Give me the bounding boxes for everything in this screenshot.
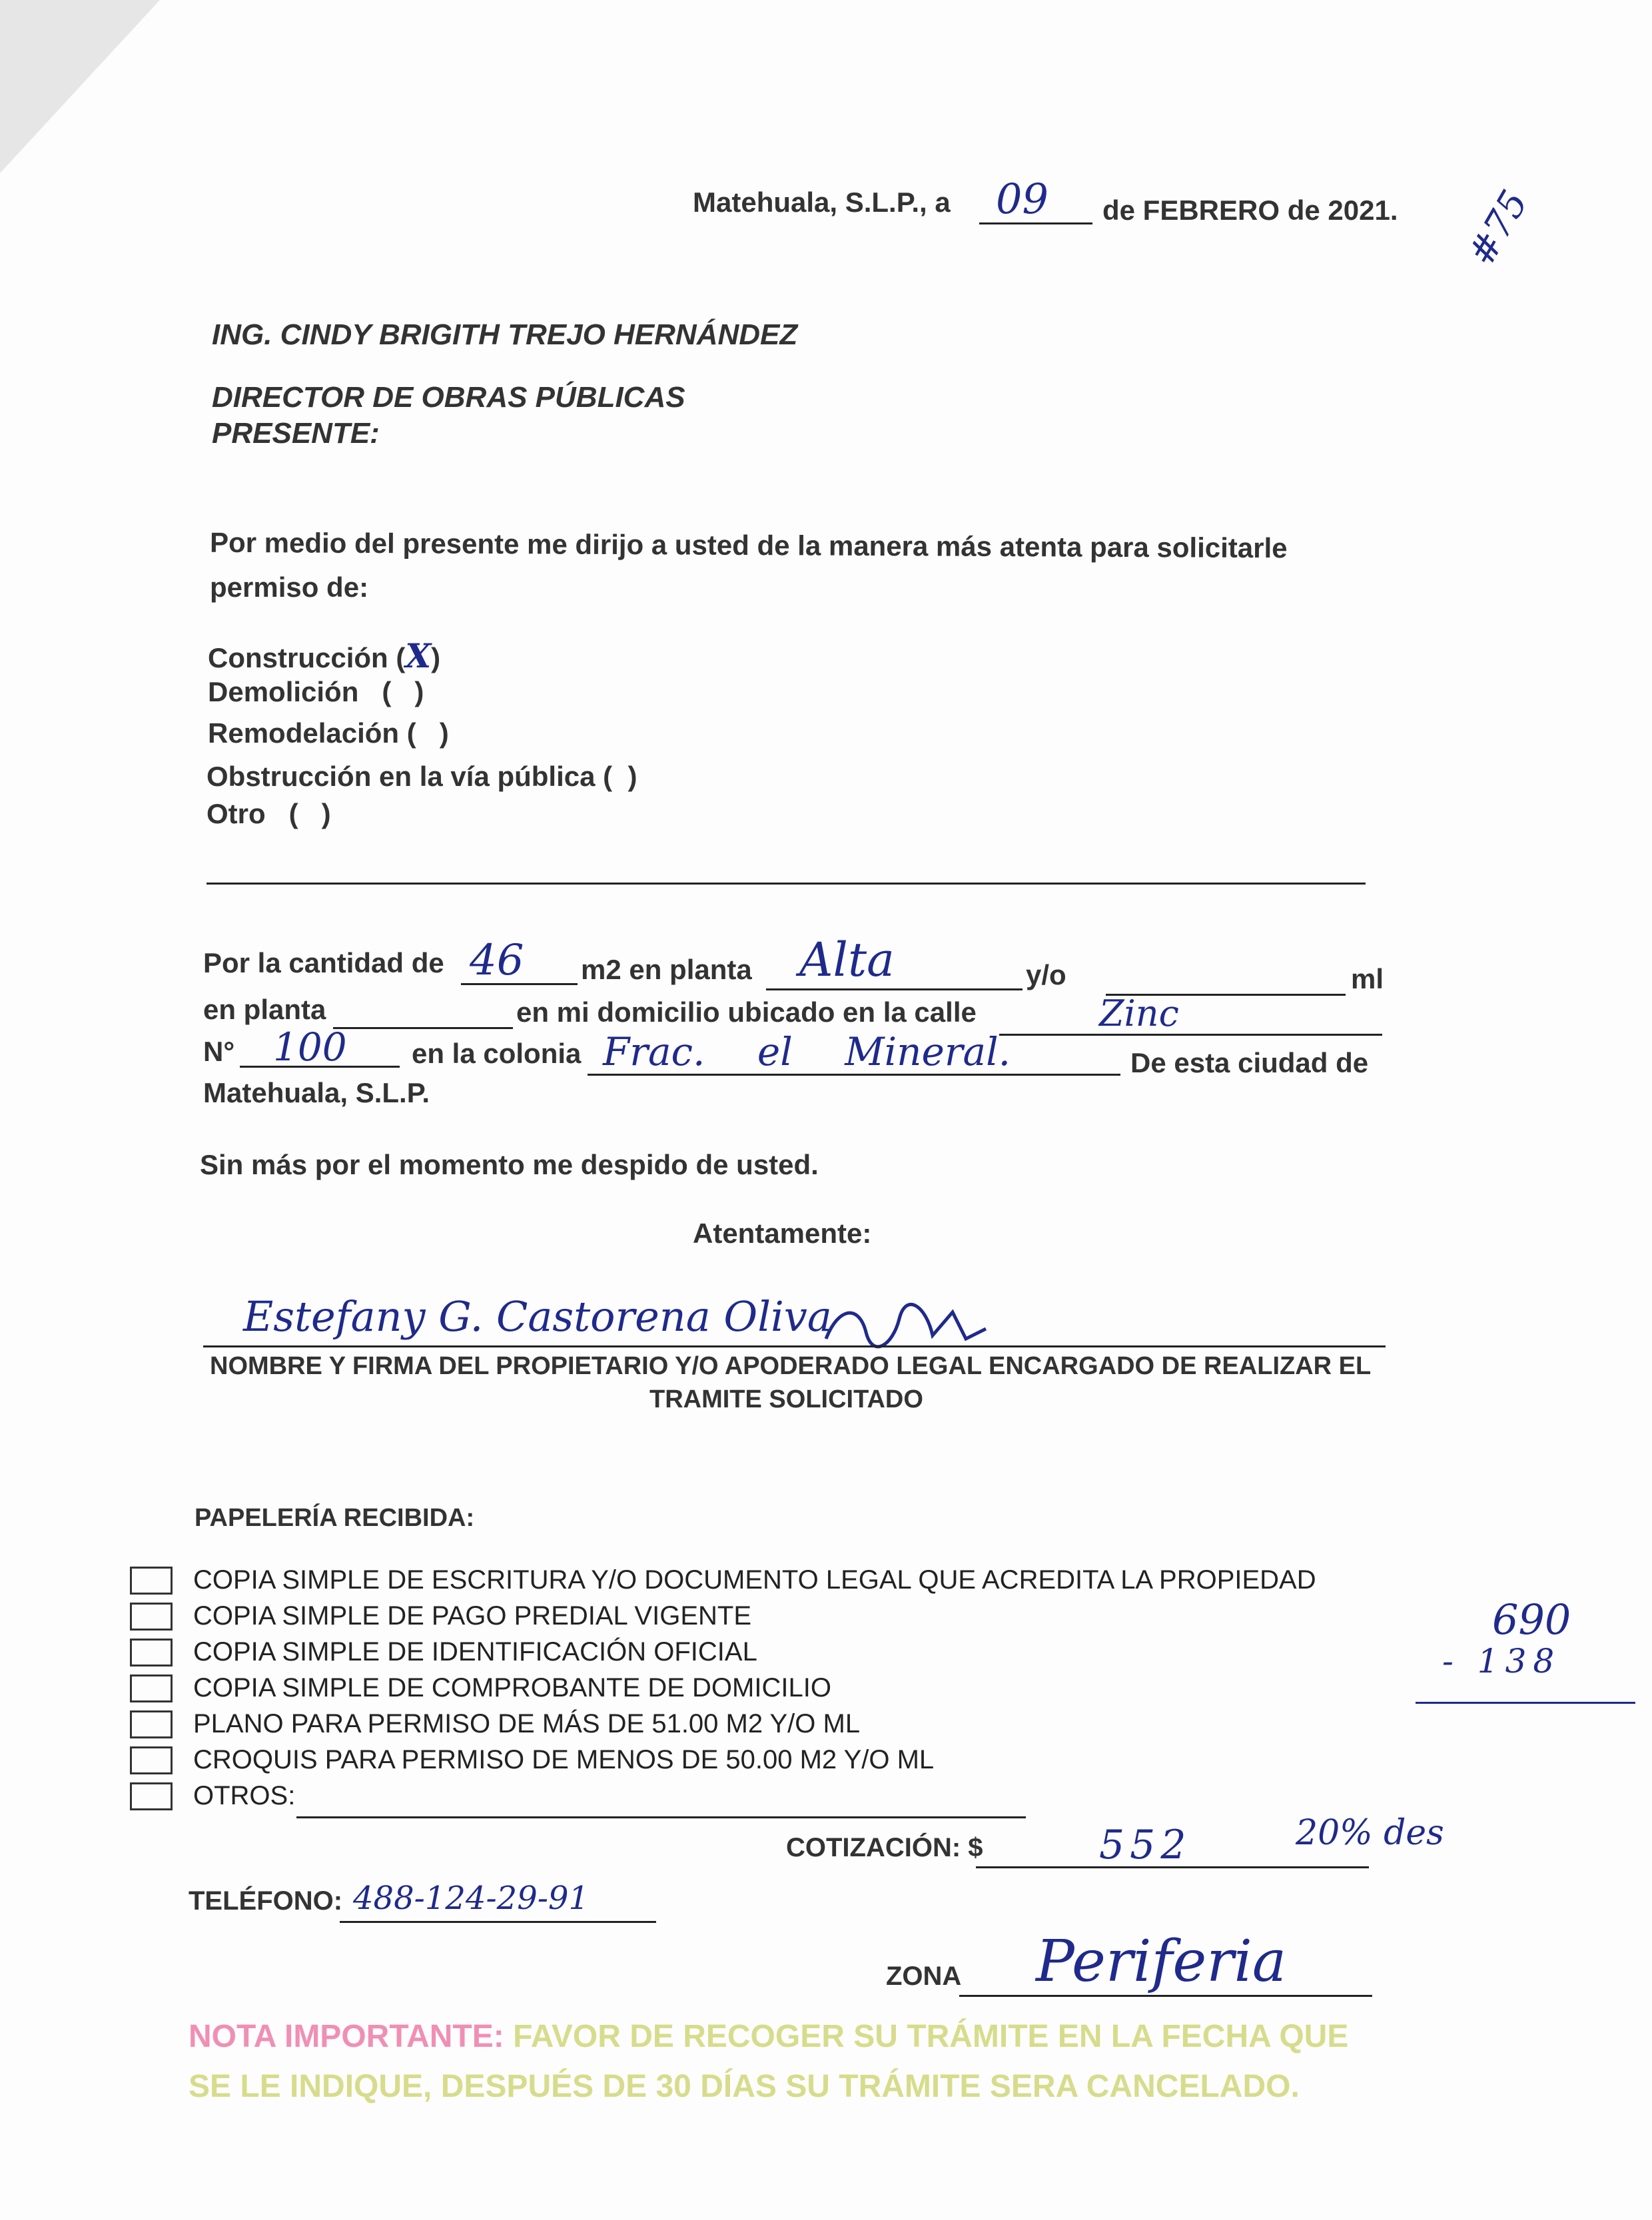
qty-label6: en mi domicilio ubicado en la calle [516,996,977,1028]
otros-line [296,1816,1026,1818]
qty-number-value: 100 [273,1024,347,1070]
signature-line [203,1345,1386,1347]
option-label: Obstrucción en la vía pública [206,761,596,792]
zone-label: ZONA [886,1962,962,1991]
notice-prefix: NOTA IMPORTANTE: [189,2019,504,2054]
checkbox-domicilio[interactable] [130,1674,173,1702]
phone-label: TELÉFONO: [189,1886,343,1916]
checkbox-predial[interactable] [130,1603,173,1631]
paper-item-identificacion: COPIA SIMPLE DE IDENTIFICACIÓN OFICIAL [193,1637,757,1666]
calc-sub: - 138 [1442,1642,1561,1680]
calc-line [1416,1702,1635,1704]
signature-caption1: NOMBRE Y FIRMA DEL PROPIETARIO Y/O APODERADO LEGAL ENCARGADO DE REALIZAR EL [210,1352,1372,1380]
option-demolicion: Demolición ( ) [208,676,424,707]
closing-attentively: Atentamente: [693,1218,872,1249]
paper-item-otros: OTROS: [193,1781,296,1810]
paper-item-escritura: COPIA SIMPLE DE ESCRITURA Y/O DOCUMENTO LEGAL QUE ACREDITA LA PROPIEDAD [193,1565,1316,1595]
paperwork-title: PAPELERÍA RECIBIDA: [195,1504,475,1532]
checkbox-otros[interactable] [130,1782,173,1810]
quote-label: COTIZACIÓN: $ [786,1833,983,1862]
intro-line2: permiso de: [210,571,369,603]
qty-label3: y/o [1026,959,1066,990]
signer-name: Estefany G. Castorena Oliva [243,1292,832,1341]
notice-text1: FAVOR DE RECOGER SU TRÁMITE EN LA FECHA QUE [513,2019,1349,2054]
recipient-name: ING. CINDY BRIGITH TREJO HERNÁNDEZ [212,318,798,351]
qty-label9: De esta ciudad de [1130,1047,1369,1078]
quote-note: 20% des [1296,1813,1444,1853]
corner-note: #75 [1459,183,1537,273]
zone-value: Periferia [1036,1928,1287,1995]
qty-planta2-line [333,1027,513,1029]
quote-value: 552 [1099,1822,1192,1868]
zone-line [959,1995,1372,1997]
option-construccion: Construcción (X) [208,636,441,675]
header-city: Matehuala, S.L.P., a [693,186,951,218]
qty-street-value: Zinc [1099,992,1179,1034]
qty-m2-value: 46 [470,936,524,985]
signature-caption2: TRAMITE SOLICITADO [649,1385,923,1413]
option-mark: X [405,636,432,675]
qty-label5: en planta [203,994,326,1025]
checkbox-croquis[interactable] [130,1746,173,1774]
qty-label8: en la colonia [412,1038,582,1069]
qty-planta-value: Alta [799,932,895,987]
qty-label4: ml [1351,963,1384,994]
option-label: Construcción [208,642,388,673]
header-month-year: de FEBRERO de 2021. [1102,194,1398,226]
phone-line [340,1921,656,1923]
checkbox-identificacion[interactable] [130,1639,173,1666]
phone-value: 488-124-29-91 [353,1880,590,1917]
intro-line1: Por medio del presente me dirijo a usted de la manera más atenta para solicitarle [209,526,1288,564]
qty-street-line [999,1034,1382,1036]
header-day: 09 [996,175,1048,223]
checkbox-escritura[interactable] [130,1567,173,1595]
checkbox-plano[interactable] [130,1710,173,1738]
option-remodelacion: Remodelación ( ) [208,717,449,749]
notice-line2: SE LE INDIQUE, DESPUÉS DE 30 DÍAS SU TRÁMITE SERA CANCELADO. [189,2069,1300,2104]
paper-item-croquis: CROQUIS PARA PERMISO DE MENOS DE 50.00 M2 Y/O ML [193,1745,935,1774]
option-obstruccion: Obstrucción en la vía pública ( ) [206,761,637,792]
closing-farewell: Sin más por el momento me despido de usted. [200,1149,819,1180]
option-label: Demolición [208,676,359,707]
recipient-greeting: PRESENTE: [212,417,380,450]
calc-top: 690 [1492,1595,1571,1644]
signature-scribble [819,1299,993,1352]
paper-item-plano: PLANO PARA PERMISO DE MÁS DE 51.00 M2 Y/O ML [193,1709,861,1738]
option-label: Otro [206,798,266,829]
option-otro: Otro ( ) [206,798,331,829]
qty-label7: N° [203,1036,235,1067]
other-specify-line [206,883,1366,885]
qty-label10: Matehuala, S.L.P. [203,1077,430,1108]
option-label: Remodelación [208,717,400,749]
notice-line1 [189,2018,1348,2055]
qty-colonia-value: Frac. el Mineral. [603,1029,1011,1074]
folded-corner [0,0,160,173]
recipient-title: DIRECTOR DE OBRAS PÚBLICAS [212,381,685,414]
qty-planta-line [766,988,1023,990]
qty-label2: m2 en planta [581,954,752,985]
paper-item-domicilio: COPIA SIMPLE DE COMPROBANTE DE DOMICILIO [193,1673,831,1702]
qty-label1: Por la cantidad de [203,947,444,978]
paper-item-predial: COPIA SIMPLE DE PAGO PREDIAL VIGENTE [193,1601,752,1631]
